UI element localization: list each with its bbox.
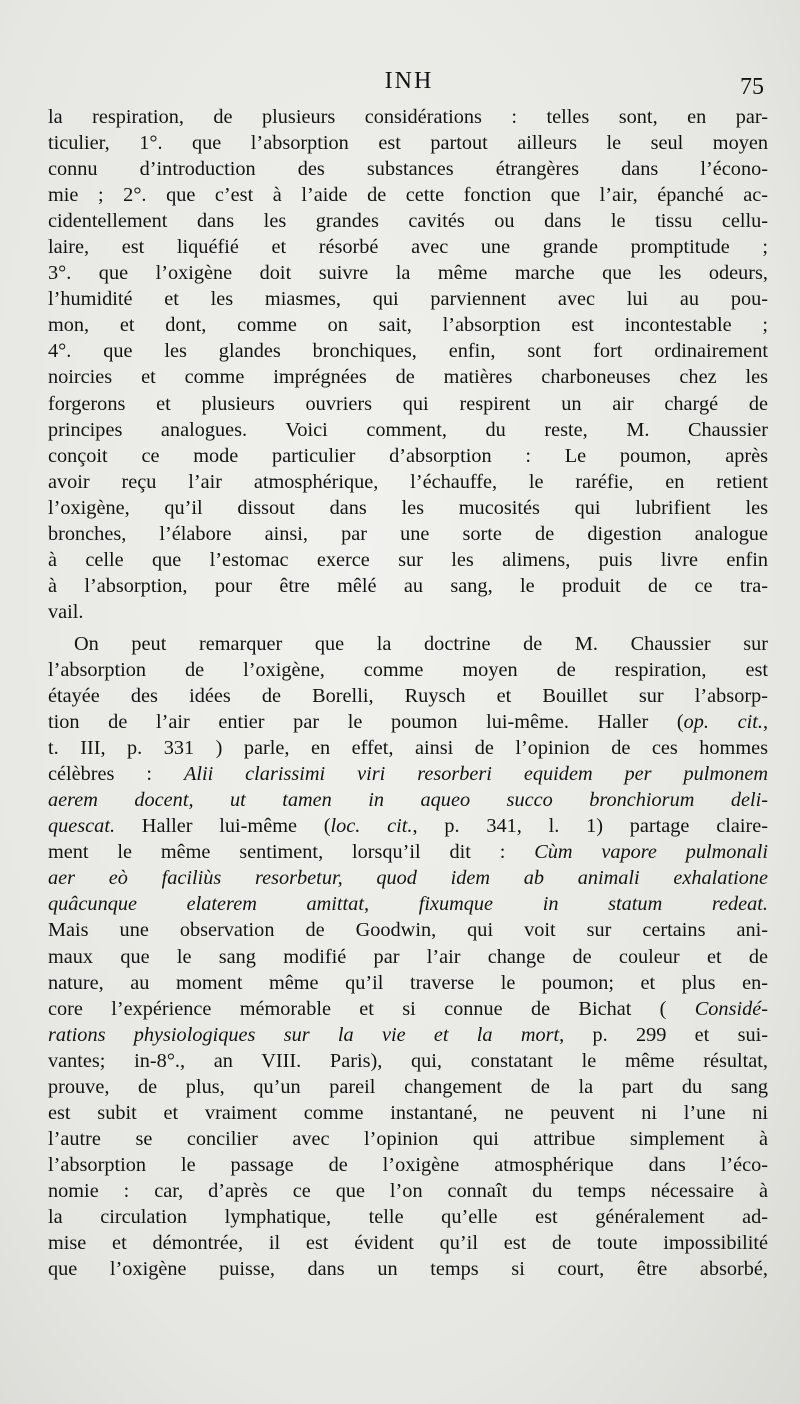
text-run: tion de l’air entier par le poumon lui-même. Haller ( [48,711,684,734]
text-line [48,709,768,735]
text-line: cidentellement dans les grandes cavités ou dans le tissu cellu- [48,210,768,233]
text-line: Mais une observation de Goodwin, qui voit sur certains ani- [48,919,768,942]
text-run: , [762,711,769,734]
text-line: On peut remarquer que la doctrine de M. Chaussier sur [74,632,768,655]
text-line: bronches, l’élabore ainsi, par une sorte de digestion analogue [48,522,768,545]
paragraph-2 [48,631,768,1282]
text-line: nature, au moment même qu’il traverse le poumon; et plus en- [48,971,768,994]
citation-italic: Considé- [694,997,768,1020]
text-line: mise et démontrée, il est évident qu’il est de toute impossibilité [48,1232,768,1255]
text-line: noircies et comme imprégnées de matières charboneuses chez les [48,366,768,389]
text-line: ticulier, 1°. que l’absorption est partout ailleurs le seul moyen [48,132,768,155]
text-run: , [363,893,419,916]
text-line: laire, est liquéfié et résorbé avec une grande promptitude ; [48,236,768,259]
text-line: mon, et dont, comme on sait, l’absorption est incontestable ; [48,314,768,337]
text-line: conçoit ce mode particulier d’absorption : Le poumon, après [48,444,768,467]
latin-quote: quescat. [48,815,116,838]
text-run: , p. 341, l. 1) partage claire- [412,815,768,838]
text-line [48,1022,768,1048]
text-line: que l’oxigène puisse, dans un temps si court, être absorbé, [48,1258,768,1281]
citation-italic: op. cit. [683,711,763,734]
text-line [48,839,768,865]
text-run: Haller lui-même ( [115,815,331,838]
text-line: connu d’introduction des substances étrangères dans l’écono- [48,158,768,181]
text-line: mie ; 2°. que c’est à l’aide de cette fonction que l’air, épanché ac- [48,184,768,207]
body-text [48,104,768,1282]
text-line: étayée des idées de Borelli, Ruysch et Bouillet sur l’absorp- [48,685,768,708]
page-header [48,68,770,102]
page-number: 75 [740,74,764,100]
text-line: avoir reçu l’air atmosphérique, l’échauffe, le raréfie, en retient [48,470,768,493]
text-line [48,813,768,839]
text-line: est subit et vraiment comme instantané, ne peuvent ni l’une ni [48,1101,768,1124]
latin-quote: fixumque in statum redeat. [418,893,768,916]
text-line [48,891,768,917]
text-line: 3°. que l’oxigène doit suivre la même marche que les odeurs, [48,262,768,285]
text-line [48,761,768,787]
text-line: principes analogues. Voici comment, du reste, M. Chaussier [48,418,768,441]
latin-quote: quâcunque elaterem amittat [48,893,364,916]
text-line: à l’absorption, pour être mêlé au sang, le produit de ce tra- [48,574,768,597]
text-line: 4°. que les glandes bronchiques, enfin, sont fort ordinairement [48,340,768,363]
citation-italic: loc. cit. [330,815,413,838]
citation-italic: rations physiologiques sur la vie et la mort [48,1023,560,1046]
text-run: ment le même sentiment, lorsqu’il dit : [48,841,535,864]
text-line: nomie : car, d’après ce que l’on connaît du temps nécessaire à [48,1179,768,1202]
text-line: l’autre se concilier avec l’opinion qui attribue simplement à [48,1127,768,1150]
text-line: maux que le sang modifié par l’air change de couleur et de [48,945,768,968]
text-line: t. III, p. 331 ) parle, en effet, ainsi de l’opinion de ces hommes [48,737,768,760]
latin-quote: Alii clarissimi viri resorberi equidem per pulmonem [183,763,768,786]
paragraph-1 [48,104,768,625]
running-head: INH [384,68,434,94]
text-line: forgerons et plusieurs ouvriers qui respirent un air chargé de [48,392,768,415]
latin-quote-line: aer eò faciliùs resorbetur, quod idem ab animali exhalatione [48,867,768,890]
text-line: l’humidité et les miasmes, qui parviennent avec lui au pou- [48,288,768,311]
text-line: l’absorption le passage de l’oxigène atmosphérique dans l’éco- [48,1153,768,1176]
text-line: l’oxigène, qu’il dissout dans les mucosités qui lubrifient les [48,496,768,519]
text-line: à celle que l’estomac exerce sur les alimens, puis livre enfin [48,548,768,571]
text-line: prouve, de plus, qu’un pareil changement de la part du sang [48,1075,768,1098]
text-line [48,996,768,1022]
latin-quote: Cùm vapore pulmonali [534,841,768,864]
text-line: vantes; in-8°., an VIII. Paris), qui, constatant le même résultat, [48,1049,768,1072]
text-line: vail. [48,600,84,623]
text-line: la respiration, de plusieurs considérations : telles sont, en par- [48,106,768,128]
text-run: core l’expérience mémorable et si connue de Bichat ( [48,997,695,1020]
text-run: , p. 299 et sui- [559,1023,768,1046]
latin-quote-line: aerem docent, ut tamen in aqueo succo bronchiorum deli- [48,789,768,812]
text-line: l’absorption de l’oxigène, comme moyen de respiration, est [48,658,768,681]
text-line: la circulation lymphatique, telle qu’elle est généralement ad- [48,1205,768,1228]
text-run: célèbres : [48,763,184,786]
